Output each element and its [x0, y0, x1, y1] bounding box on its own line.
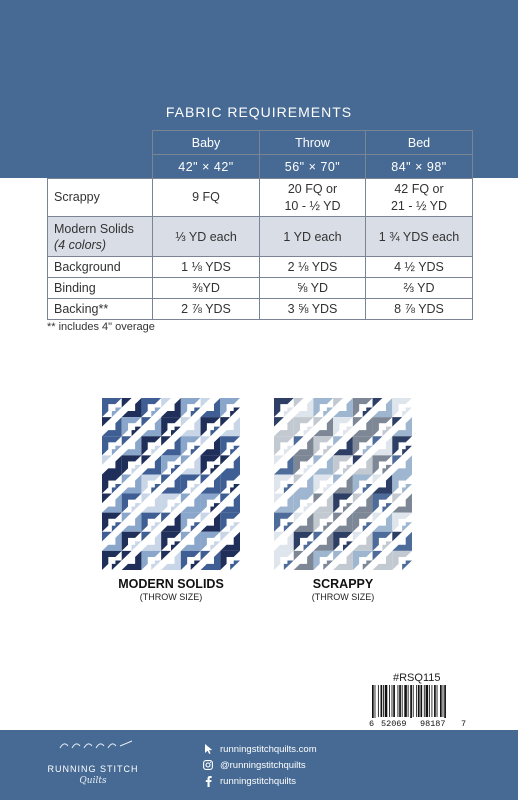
col-header-bed: Bed [366, 131, 473, 155]
quilt-center-square [339, 423, 346, 430]
quilt-center-square [399, 481, 406, 488]
brand-name: RUNNING STITCH [47, 764, 139, 774]
quilt-center-square [379, 557, 386, 564]
cell-throw: 20 FQ or 10 - ½ YD [260, 179, 366, 217]
quilt-center-square [359, 481, 366, 488]
quilt-center-square [148, 423, 155, 430]
cell-throw: ⅝ YD [260, 278, 366, 299]
table-row-backing [48, 299, 473, 320]
table-row-modern-solids [48, 217, 473, 257]
barcode-bar [432, 685, 433, 717]
quilt-center-square [227, 423, 234, 430]
quilt-center-square [339, 404, 346, 411]
quilt-center-square [148, 557, 155, 564]
quilt-center-square [359, 519, 366, 526]
quilt-center-square [399, 519, 406, 526]
quilt-center-square [399, 557, 406, 564]
quilt-center-square [207, 538, 214, 545]
quilt-center-square [167, 538, 174, 545]
cell-bed: 8 ⅞ YDS [366, 299, 473, 320]
cell-throw: 1 YD each [260, 217, 366, 257]
quilt-center-square [167, 519, 174, 526]
quilt-center-square [379, 461, 386, 468]
quilt-center-square [167, 481, 174, 488]
quilt-center-square [207, 557, 214, 564]
quilt-center-square [320, 557, 327, 564]
barcode-bar [378, 685, 379, 717]
quilt-center-square [359, 461, 366, 468]
quilt-center-square [359, 538, 366, 545]
quilt-center-square [339, 538, 346, 545]
quilt-center-square [399, 538, 406, 545]
quilt-center-square [339, 557, 346, 564]
quilt-center-square [227, 557, 234, 564]
quilt-center-square [207, 519, 214, 526]
quilt-center-square [108, 557, 115, 564]
quilt-center-square [320, 404, 327, 411]
cell-bed: 1 ¾ YDS each [366, 217, 473, 257]
quilt-center-square [300, 442, 307, 449]
quilt-center-square [300, 481, 307, 488]
quilt-center-square [187, 481, 194, 488]
quilt-center-square [148, 519, 155, 526]
quilt-center-square [300, 538, 307, 545]
quilt-center-square [379, 538, 386, 545]
quilt-center-square [379, 500, 386, 507]
barcode-bar [399, 685, 401, 717]
quilt-center-square [227, 442, 234, 449]
barcode-bar [389, 685, 390, 717]
quilt-center-square [280, 461, 287, 468]
cell-baby: 2 ⅞ YDS [153, 299, 260, 320]
instagram-icon [202, 759, 214, 771]
quilt-center-square [300, 557, 307, 564]
quilt-center-square [227, 404, 234, 411]
quilt-center-square [108, 519, 115, 526]
row-label: Background [48, 257, 153, 278]
barcode-bar [420, 685, 422, 717]
quilt-center-square [280, 557, 287, 564]
quilt-center-square [167, 461, 174, 468]
quilt-center-square [128, 519, 135, 526]
quilt-center-square [359, 500, 366, 507]
table-size-row [48, 155, 473, 179]
quilt-center-square [108, 481, 115, 488]
quilt-center-square [399, 423, 406, 430]
facebook-icon [202, 775, 214, 787]
quilt-center-square [320, 519, 327, 526]
quilt-center-square [227, 519, 234, 526]
quilt-center-square [379, 519, 386, 526]
quilt-center-square [339, 481, 346, 488]
quilt-center-square [187, 557, 194, 564]
cell-throw: 2 ⅛ YDS [260, 257, 366, 278]
col-size-throw: 56" × 70" [260, 155, 366, 179]
row-label-sub: (4 colors) [54, 237, 107, 252]
table-row-background [48, 257, 473, 278]
quilt-center-square [399, 442, 406, 449]
quilt-center-square [320, 423, 327, 430]
quilt-title-scrappy: SCRAPPY [312, 577, 374, 591]
quilt-center-square [280, 481, 287, 488]
barcode-digit-lead: 6 [369, 719, 375, 729]
quilt-center-square [300, 519, 307, 526]
quilt-center-square [320, 442, 327, 449]
quilt-center-square [379, 423, 386, 430]
quilt-center-square [227, 500, 234, 507]
barcode-digits [368, 718, 468, 730]
quilt-center-square [280, 423, 287, 430]
quilt-center-square [359, 423, 366, 430]
quilt-center-square [128, 442, 135, 449]
quilt-center-square [128, 404, 135, 411]
barcode-bar [444, 685, 446, 718]
cell-baby: ⅜YD [153, 278, 260, 299]
quilt-subtitle-scrappy: (THROW SIZE) [311, 592, 375, 602]
quilt-center-square [339, 519, 346, 526]
quilt-center-square [187, 519, 194, 526]
table-row-binding [48, 278, 473, 299]
brand-script: Quilts [79, 776, 107, 786]
quilt-center-square [187, 404, 194, 411]
quilt-center-square [227, 461, 234, 468]
quilt-center-square [128, 557, 135, 564]
quilt-center-square [227, 481, 234, 488]
quilt-center-square [280, 404, 287, 411]
quilt-center-square [128, 538, 135, 545]
col-header-throw: Throw [260, 131, 366, 155]
quilt-center-square [148, 404, 155, 411]
quilt-center-square [379, 481, 386, 488]
quilt-center-square [167, 404, 174, 411]
barcode-bar [398, 685, 399, 717]
quilt-center-square [207, 481, 214, 488]
quilt-image-modern-solids [102, 398, 240, 570]
contact-website[interactable] [202, 741, 317, 757]
row-label: Binding [48, 278, 153, 299]
quilt-center-square [280, 500, 287, 507]
quilt-center-square [148, 481, 155, 488]
barcode-bar [383, 685, 384, 717]
quilt-center-square [359, 557, 366, 564]
quilt-center-square [187, 442, 194, 449]
quilt-subtitle-modern-solids: (THROW SIZE) [139, 592, 203, 602]
barcode-bar [426, 685, 429, 717]
quilt-center-square [300, 461, 307, 468]
row-label: Backing** [48, 299, 153, 320]
quilt-center-square [399, 404, 406, 411]
table-header-row [48, 131, 473, 155]
cell-throw: 3 ⅝ YDS [260, 299, 366, 320]
barcode-bar [402, 685, 403, 717]
barcode-bar [404, 685, 407, 717]
quilt-center-square [320, 538, 327, 545]
quilt-center-square [187, 423, 194, 430]
quilt-center-square [128, 500, 135, 507]
quilt-center-square [207, 423, 214, 430]
quilt-center-square [108, 404, 115, 411]
barcode-bar [437, 685, 438, 717]
contact-facebook[interactable] [202, 773, 317, 789]
row-label-main: Modern Solids [54, 221, 134, 236]
quilt-center-square [187, 500, 194, 507]
quilt-center-square [207, 404, 214, 411]
quilt-center-square [399, 461, 406, 468]
barcode-bar [381, 685, 383, 717]
quilt-center-square [339, 442, 346, 449]
pattern-sku: #RSQ115 [393, 672, 441, 684]
contact-instagram[interactable] [202, 757, 317, 773]
cell-bed: ⅔ YD [366, 278, 473, 299]
quilt-center-square [379, 442, 386, 449]
barcode-bar [392, 685, 393, 717]
barcode-digits-right: 98187 [420, 719, 446, 729]
barcode-bar [440, 685, 442, 717]
quilt-center-square [207, 500, 214, 507]
barcode-bar [424, 685, 425, 717]
barcode-bar [416, 685, 417, 717]
quilt-center-square [320, 500, 327, 507]
quilt-center-square [207, 461, 214, 468]
quilt-center-square [167, 423, 174, 430]
contact-website-text[interactable]: runningstitchquilts.com [220, 743, 317, 755]
quilt-center-square [148, 461, 155, 468]
quilt-center-square [280, 442, 287, 449]
barcode-bar [429, 685, 430, 717]
quilt-image-scrappy [274, 398, 412, 570]
contact-list [202, 741, 317, 789]
cell-baby: ⅓ YD each [153, 217, 260, 257]
quilt-center-square [148, 442, 155, 449]
quilt-center-square [280, 538, 287, 545]
quilt-center-square [108, 500, 115, 507]
barcode-bar [393, 685, 395, 717]
quilt-center-square [280, 519, 287, 526]
quilt-center-square [167, 500, 174, 507]
barcode-bar [408, 685, 409, 717]
quilt-center-square [128, 461, 135, 468]
col-size-baby: 42" × 42" [153, 155, 260, 179]
quilt-center-square [128, 481, 135, 488]
quilt-center-square [108, 538, 115, 545]
barcode-bar [413, 685, 414, 717]
quilt-center-square [108, 442, 115, 449]
quilt-center-square [339, 500, 346, 507]
barcode-bar [375, 685, 376, 718]
cell-baby: 9 FQ [153, 179, 260, 217]
quilt-center-square [359, 442, 366, 449]
quilt-center-square [148, 538, 155, 545]
quilt-center-square [300, 423, 307, 430]
contact-instagram-text[interactable]: @runningstitchquilts [220, 759, 306, 771]
barcode-bar [385, 685, 388, 717]
quilt-center-square [320, 481, 327, 488]
page-title: FABRIC REQUIREMENTS [165, 104, 353, 120]
barcode-digits-left: 52069 [381, 719, 407, 729]
quilt-center-square [227, 538, 234, 545]
contact-facebook-text[interactable]: runningstitchquilts [220, 775, 297, 787]
quilt-center-square [187, 538, 194, 545]
barcode-bar [410, 685, 412, 718]
barcode-bar [372, 685, 374, 718]
row-label: Scrappy [48, 179, 153, 217]
quilt-center-square [148, 500, 155, 507]
quilt-center-square [128, 423, 135, 430]
quilt-center-square [167, 442, 174, 449]
quilt-center-square [187, 461, 194, 468]
barcode-bars [368, 684, 468, 718]
col-size-bed: 84" × 98" [366, 155, 473, 179]
quilt-center-square [300, 404, 307, 411]
table-row-scrappy [48, 179, 473, 217]
overage-note: ** includes 4" overage [47, 321, 155, 333]
quilt-center-square [379, 404, 386, 411]
barcode [368, 684, 468, 730]
quilt-center-square [108, 461, 115, 468]
quilt-center-square [339, 461, 346, 468]
barcode-bar [443, 685, 444, 717]
barcode-bar [434, 685, 436, 717]
barcode-digit-check: 7 [461, 719, 467, 729]
cell-bed: 42 FQ or 21 - ½ YD [366, 179, 473, 217]
cursor-icon [202, 743, 214, 755]
brand-logo [38, 738, 148, 798]
row-label [48, 217, 153, 257]
cell-bed: 4 ½ YDS [366, 257, 473, 278]
barcode-bar [418, 685, 420, 717]
cell-baby: 1 ⅛ YDS [153, 257, 260, 278]
quilt-center-square [300, 500, 307, 507]
quilt-center-square [359, 404, 366, 411]
quilt-center-square [399, 500, 406, 507]
logo-needle-mark-icon [56, 738, 136, 752]
col-header-baby: Baby [153, 131, 260, 155]
quilt-center-square [167, 557, 174, 564]
fabric-requirements-table [47, 130, 473, 320]
quilt-center-square [320, 461, 327, 468]
quilt-center-square [207, 442, 214, 449]
quilt-title-modern-solids: MODERN SOLIDS [118, 577, 224, 591]
quilt-center-square [108, 423, 115, 430]
